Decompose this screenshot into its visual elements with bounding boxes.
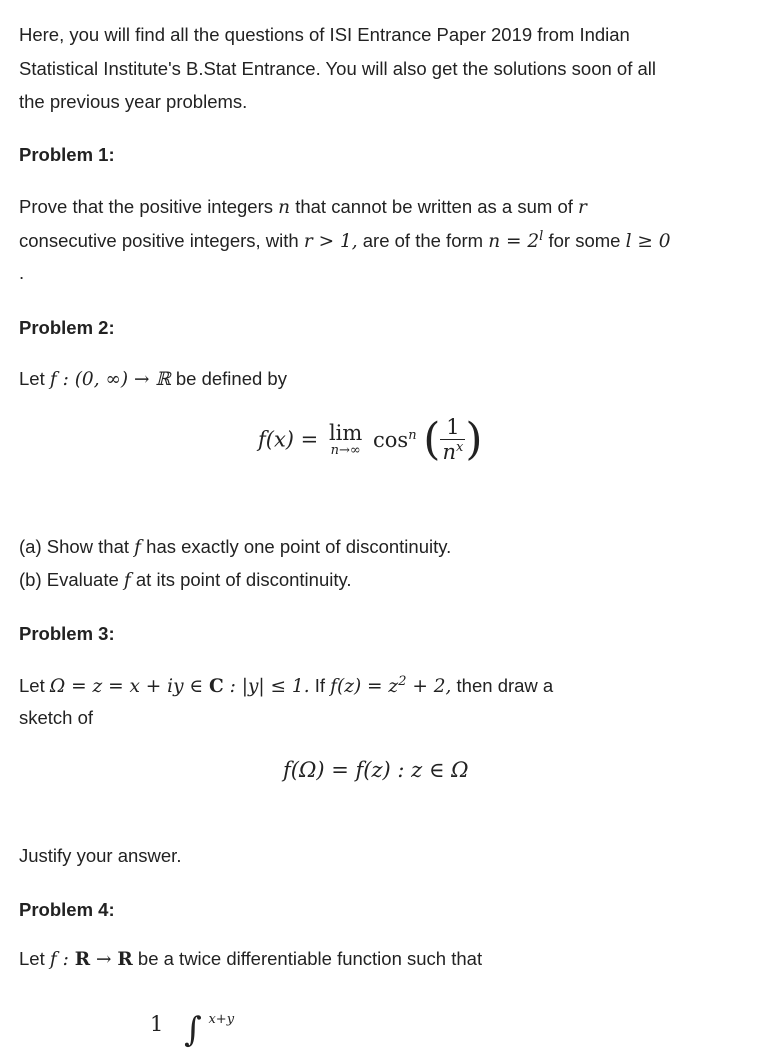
problem-3-line-2: sketch of xyxy=(19,707,94,728)
problem-3-heading: Problem 3: xyxy=(19,623,115,644)
p2-part-b-var: f xyxy=(123,570,131,591)
p2-eq-cos: $\cos^n$ xyxy=(373,427,417,452)
problem-2-heading: Problem 2: xyxy=(19,317,115,338)
problem-1-line-1 xyxy=(19,196,587,218)
p1-text-e: for some xyxy=(548,230,621,252)
p2-text-b: be defined by xyxy=(175,368,287,389)
p2-eq-limit: lim n→∞ xyxy=(328,421,363,458)
p4-integral-sign: ∫ xyxy=(184,1010,202,1050)
p2-eq-right-paren: ) xyxy=(465,414,483,465)
problem-4-line-1: Let f : R → R be a twice differentiable function such that xyxy=(19,948,483,970)
p1-cond: r > 1, xyxy=(303,231,358,253)
p4-integral-upper: x+y xyxy=(208,1012,235,1027)
problem-1-line-2 xyxy=(19,229,671,252)
p3-func: $f(z) = z^2 + 2$, xyxy=(330,674,452,698)
problem-1-heading: Problem 1: xyxy=(19,144,115,165)
problem-4-heading: Problem 4: xyxy=(19,899,115,920)
p2-text-a: Let xyxy=(19,368,45,389)
problem-1-trailing-dot: . xyxy=(19,262,25,283)
p2-eq-left-paren: ( xyxy=(423,414,441,465)
p1-text-b: that cannot be written as a sum of xyxy=(295,196,573,217)
problem-3-display-equation: f(Ω) = f(z) : z ∈ Ω xyxy=(283,758,469,782)
p1-text-c: consecutive positive integers, with xyxy=(19,230,299,252)
p4-frac-num: 1 xyxy=(150,1012,164,1036)
problem-3-line-1: Let Ω = z = x + iy ∈ C : |y| ≤ 1. If $f(z) = z^2 + 2$, then draw a xyxy=(19,674,554,698)
intro-paragraph xyxy=(19,18,749,119)
p4-map: f : R → R xyxy=(49,949,133,970)
intro-line-2: Statistical Institute's B.Stat Entrance. You will also get the solutions soon of all xyxy=(19,57,657,79)
problem-2-part-b: (b) Evaluate f at its point of discontinuity. xyxy=(19,569,352,591)
intro-line-3: the previous year problems. xyxy=(19,91,248,112)
problem-2-line-1 xyxy=(19,368,287,390)
p2-map: f : (0, ∞) → ℝ xyxy=(49,369,171,390)
p1-var-r: r xyxy=(578,197,587,218)
p1-cond2: l ≥ 0 xyxy=(625,231,671,253)
problem-4-partial-equation xyxy=(150,1000,235,1050)
problem-2-display-equation xyxy=(258,414,482,465)
intro-line-1: Here, you will find all the questions of ISI Entrance Paper 2019 from Indian xyxy=(19,24,630,45)
p2-part-a-var: f xyxy=(134,537,142,558)
p1-form: $n = 2^l$ xyxy=(488,229,544,253)
p1-text-a: Prove that the positive integers xyxy=(19,196,274,217)
problem-2-part-a: (a) Show that f has exactly one point of discontinuity. xyxy=(19,536,452,558)
p2-eq-lhs: f(x) = xyxy=(258,427,319,452)
p3-set-def: Ω = z = x + iy ∈ C : |y| ≤ 1. xyxy=(49,676,310,698)
p1-var-n: n xyxy=(278,197,291,218)
p2-eq-fraction: $\frac{1}{n^x}$ xyxy=(442,415,464,464)
problem-3-justify: Justify your answer. xyxy=(19,845,182,866)
p1-text-d: are of the form xyxy=(362,230,484,252)
